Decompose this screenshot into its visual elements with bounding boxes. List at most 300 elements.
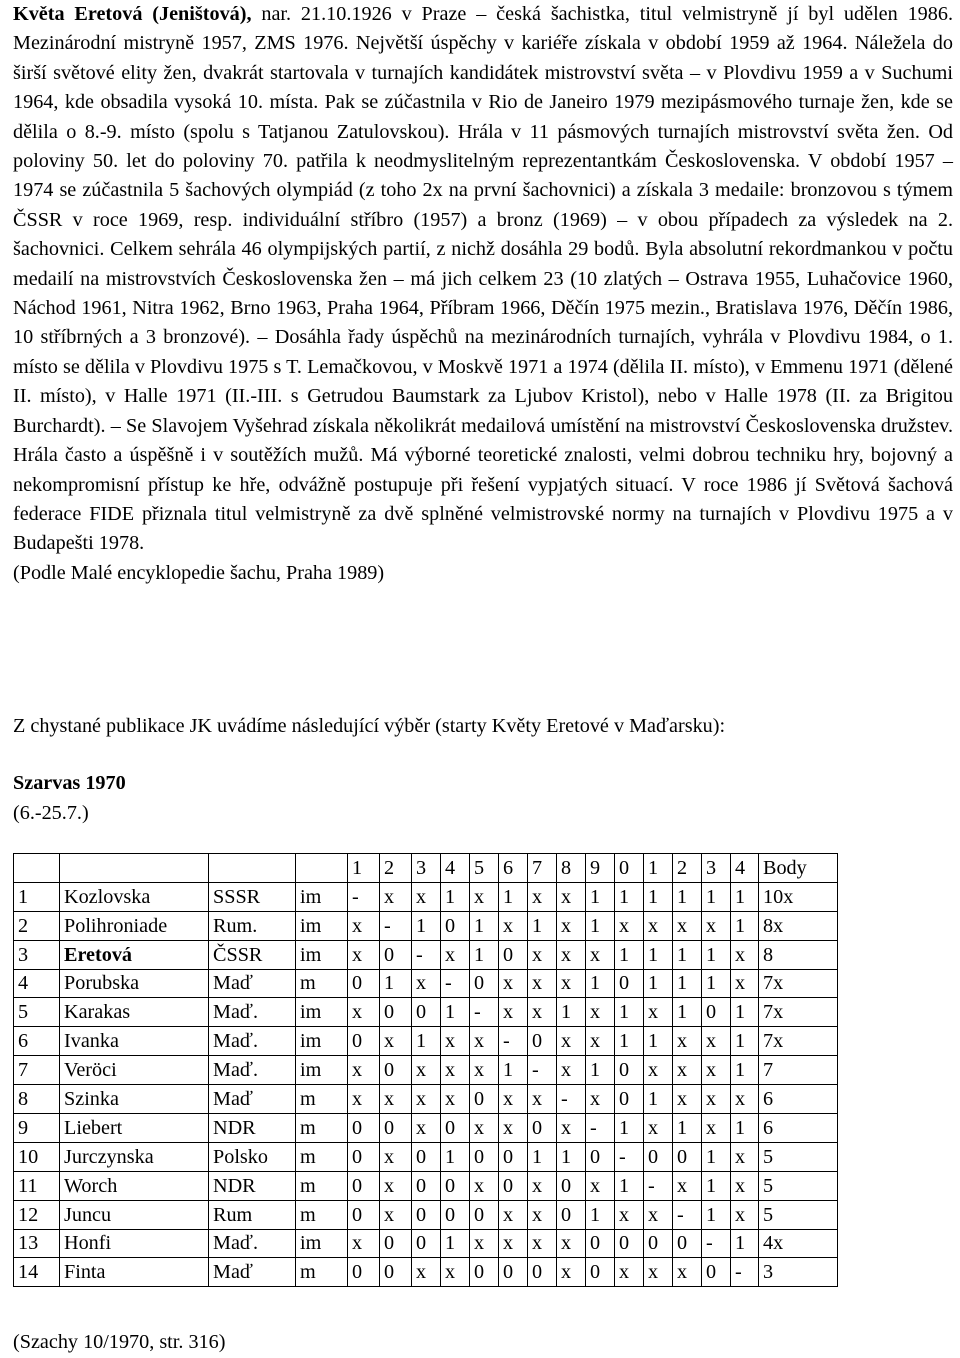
table-cell: - [731,1258,759,1287]
table-cell: - [586,1114,615,1143]
table-cell: 0 [470,1142,499,1171]
player-name: Květa Eretová (Jeništová), [13,3,252,25]
table-cell: m [296,1085,348,1114]
table-row [14,1085,838,1114]
table-cell: x [528,1085,557,1114]
table-cell: 1 [731,1114,759,1143]
table-cell: x [348,940,380,969]
table-cell: 0 [499,940,528,969]
biography-source: (Podle Malé encyklopedie šachu, Praha 1989) [13,561,385,584]
table-cell: - [528,1056,557,1085]
table-cell: 8x [759,911,838,940]
header-cell: 2 [380,854,412,883]
table-cell: x [412,1056,441,1085]
table-cell: x [528,998,557,1027]
table-cell: 0 [557,1200,586,1229]
table-cell: x [380,1171,412,1200]
table-cell: 0 [380,1229,412,1258]
table-cell: - [673,1200,702,1229]
table-cell: 5 [759,1142,838,1171]
table-cell: x [702,1027,731,1056]
table-cell: x [348,1085,380,1114]
table-cell: Jurczynska [60,1142,209,1171]
header-cell: 0 [615,854,644,883]
table-cell: 1 [731,998,759,1027]
table-cell: x [644,1258,673,1287]
table-cell: x [586,940,615,969]
tournament-title: Szarvas 1970 [13,772,126,794]
header-cell [14,854,60,883]
table-cell: 1 [615,1171,644,1200]
table-cell: 0 [586,1258,615,1287]
table-cell: 0 [470,1085,499,1114]
table-cell: x [615,1200,644,1229]
table-cell: im [296,998,348,1027]
table-cell: 0 [615,969,644,998]
header-cell: 1 [348,854,380,883]
table-cell: 1 [702,940,731,969]
header-cell: 4 [731,854,759,883]
table-cell: Porubska [60,969,209,998]
crosstable [13,853,838,1287]
table-cell: 1 [470,911,499,940]
table-cell: im [296,882,348,911]
table-cell: 1 [441,882,470,911]
table-cell: - [557,1085,586,1114]
table-cell: x [731,1200,759,1229]
table-cell: Maď [209,1258,296,1287]
table-cell: x [731,940,759,969]
table-cell: x [412,969,441,998]
table-cell: 0 [412,998,441,1027]
header-cell: 7 [528,854,557,883]
table-cell: 1 [673,882,702,911]
table-cell: 1 [702,1142,731,1171]
table-cell: x [557,1027,586,1056]
header-cell: 3 [412,854,441,883]
table-cell: x [380,882,412,911]
table-cell: Karakas [60,998,209,1027]
table-cell: 7x [759,1027,838,1056]
table-cell: 5 [14,998,60,1027]
table-cell: 1 [557,1142,586,1171]
table-cell: x [441,1027,470,1056]
table-cell: 0 [441,1114,470,1143]
table-cell: x [702,911,731,940]
table-cell: 1 [412,1027,441,1056]
table-cell: 1 [499,882,528,911]
table-cell: 0 [673,1229,702,1258]
table-cell: x [586,1171,615,1200]
table-cell: x [557,911,586,940]
table-cell: 1 [673,998,702,1027]
table-cell: x [441,940,470,969]
table-cell: 1 [731,882,759,911]
table-cell: 0 [586,1142,615,1171]
table-cell: x [499,1200,528,1229]
header-cell: 4 [441,854,470,883]
table-cell: 1 [586,1200,615,1229]
table-cell: 8 [14,1085,60,1114]
table-cell: x [731,1085,759,1114]
table-cell: x [586,998,615,1027]
table-cell: 0 [470,969,499,998]
table-cell: x [644,1114,673,1143]
table-cell: - [615,1142,644,1171]
table-cell: - [702,1229,731,1258]
table-cell: 1 [470,940,499,969]
header-cell: 2 [673,854,702,883]
table-cell: 1 [644,969,673,998]
table-cell: x [441,1258,470,1287]
header-cell: 6 [499,854,528,883]
table-cell: x [441,1056,470,1085]
table-cell: 1 [702,969,731,998]
table-cell: 2 [14,911,60,940]
table-cell: x [702,1114,731,1143]
table-cell: 4x [759,1229,838,1258]
table-cell: x [380,1200,412,1229]
header-cell [296,854,348,883]
table-cell: - [380,911,412,940]
table-cell: 0 [412,1142,441,1171]
header-cell: 3 [702,854,731,883]
table-row [14,1114,838,1143]
table-cell: 0 [499,1171,528,1200]
table-cell: x [528,940,557,969]
table-cell: 0 [441,911,470,940]
table-cell: NDR [209,1114,296,1143]
table-cell: im [296,1056,348,1085]
table-cell: 7x [759,969,838,998]
table-cell: 1 [441,1229,470,1258]
table-cell: 0 [348,1114,380,1143]
table-cell: m [296,1142,348,1171]
table-cell: - [470,998,499,1027]
table-cell: 0 [380,1258,412,1287]
table-cell: Liebert [60,1114,209,1143]
table-cell: x [673,1056,702,1085]
table-cell: 3 [759,1258,838,1287]
table-row [14,998,838,1027]
table-cell: x [412,1114,441,1143]
table-cell: 1 [615,1114,644,1143]
table-cell: 14 [14,1258,60,1287]
table-cell: x [528,1171,557,1200]
table-cell: x [348,911,380,940]
table-cell: 0 [702,998,731,1027]
table-cell: 0 [380,998,412,1027]
table-cell: x [702,1085,731,1114]
table-cell: x [731,1142,759,1171]
table-cell: m [296,969,348,998]
table-cell: 0 [348,1027,380,1056]
table-cell: 1 [586,1056,615,1085]
table-cell: 1 [615,1027,644,1056]
table-cell: 6 [759,1114,838,1143]
table-cell: m [296,1114,348,1143]
table-cell: 1 [702,882,731,911]
table-cell: 1 [14,882,60,911]
table-cell: x [499,1229,528,1258]
table-cell: Maď. [209,1056,296,1085]
table-cell: 1 [441,998,470,1027]
table-cell: x [348,998,380,1027]
table-cell: x [470,1171,499,1200]
table-row [14,940,838,969]
table-cell: Finta [60,1258,209,1287]
table-cell: x [673,1085,702,1114]
table-cell: 1 [615,940,644,969]
table-cell: 0 [615,1056,644,1085]
table-cell: x [470,882,499,911]
table-cell: 0 [644,1142,673,1171]
table-cell: 1 [644,882,673,911]
table-cell: 0 [412,1229,441,1258]
table-cell: x [412,882,441,911]
table-cell: Veröci [60,1056,209,1085]
table-cell: 6 [759,1085,838,1114]
table-cell: Maď. [209,998,296,1027]
table-cell: 1 [412,911,441,940]
table-cell: 0 [348,1258,380,1287]
table-cell: Eretová [60,940,209,969]
intro-text: Z chystané publikace JK uvádíme následující výběr (starty Květy Eretové v Maďarsku): [13,715,726,737]
table-cell: m [296,1258,348,1287]
header-cell [60,854,209,883]
table-cell: 1 [557,998,586,1027]
table-cell: x [499,969,528,998]
table-cell: ČSSR [209,940,296,969]
table-cell: x [380,1142,412,1171]
table-cell: Juncu [60,1200,209,1229]
header-cell: Body [759,854,838,883]
table-cell: x [557,940,586,969]
table-cell: 1 [673,940,702,969]
table-cell: 1 [673,1114,702,1143]
table-cell: x [528,882,557,911]
biography-paragraph [13,0,953,559]
table-cell: 1 [673,969,702,998]
table-cell: x [499,1085,528,1114]
table-cell: x [470,1027,499,1056]
table-cell: 0 [528,1114,557,1143]
table-cell: x [731,1171,759,1200]
table-cell: 0 [348,969,380,998]
table-cell: 1 [731,1027,759,1056]
table-cell: 0 [528,1258,557,1287]
table-cell: 0 [470,1258,499,1287]
header-cell [209,854,296,883]
table-cell: 10 [14,1142,60,1171]
table-cell: Maď [209,969,296,998]
table-cell: - [644,1171,673,1200]
biography-text: nar. 21.10.1926 v Praze – česká šachistka, titul velmistryně jí byl udělen 1986. Mezinárodní mistryně 1957, ZMS 1976. Největší úspěchy v kariéře získala v období 1959 až 1964. Náležela do širší světové elity žen, dvakrát startovala v turnajích kandidátek mistrovství světa – v Plovdivu 1959 a v Suchumi 1964, kde obsadila vysoká 10. místa. Pak se zúčastnila v Rio de Janeiro 1979 mezipásmového turnaje žen, kde se dělila o 8.-9. místo (spolu s Tatjanou Zatulovskou). Hrála v 11 pásmových turnajích mistrovství světa žen. Od poloviny 50. let do poloviny 70. patřila k neodmyslitelným reprezentantkám Československa. V období 1957 – 1974 se zúčastnila 5 šachových olympiád (z toho 2x na první šachovnici) a získala 3 medaile: bronzovou s týmem ČSSR v roce 1969, resp. individuální stříbro (1957) a bronz (1969) – v obou případech za výsledek na 2. šachovnici. Celkem sehrála 46 olympijských partií, z nichž dosáhla 29 bodů. Byla absolutní rekordmankou v počtu medailí na mistrovstvích Československa žen – má jich celkem 23 (10 zlatých – Ostrava 1955, Luhačovice 1960, Náchod 1961, Nitra 1962, Brno 1963, Praha 1964, Příbram 1966, Děčín 1975 mezin., Bratislava 1976, Děčín 1986, 10 stříbrných a 3 bronzové). – Dosáhla řady úspěchů na mezinárodních turnajích, vyhrála v Plovdivu 1984, o 1. místo se dělila v Plovdivu 1975 s T. Lemačkovou, v Moskvě 1971 a 1974 (dělila II. místo), v Emmenu 1971 (dělené II. místo), v Halle 1971 (II.-III. s Getrudou Baumstark za Ljubov Kristol), nebo v Halle 1978 (II. za Brigitou Burchardt). – Se Slavojem Vyšehrad získala několikrát medailová umístění na mistrovství Československa družstev. Hrála často a úspěšně i v soutěžích mužů. Má výborné teoretické znalosti, velmi dobrou techniku hry, bojovný a nekompromisní přístup ke hře, odvážně postupuje při řešení vypjatých situací. V roce 1986 jí Světová šachová federace FIDE přiznala titul velmistryně za dvě splněné velmistrovské normy na turnajích v Plovdivu 1975 a v Budapešti 1978. [13,3,954,555]
table-cell: x [644,998,673,1027]
table-cell: 4 [14,969,60,998]
table-cell: 1 [731,1056,759,1085]
tournament-dates: (6.-25.7.) [13,802,89,824]
table-cell: 0 [615,1085,644,1114]
table-cell: - [412,940,441,969]
table-cell: 12 [14,1200,60,1229]
table-cell: x [557,1056,586,1085]
table-cell: 1 [731,911,759,940]
table-cell: x [731,969,759,998]
table-cell: x [528,1229,557,1258]
table-cell: 1 [441,1142,470,1171]
table-cell: 5 [759,1200,838,1229]
table-row [14,1258,838,1287]
table-row [14,1229,838,1258]
table-cell: x [615,1258,644,1287]
table-cell: 0 [644,1229,673,1258]
table-cell: Rum. [209,911,296,940]
table-cell: 1 [499,1056,528,1085]
table-row [14,1027,838,1056]
table-cell: x [673,1171,702,1200]
header-cell: 1 [644,854,673,883]
table-cell: 6 [14,1027,60,1056]
table-cell: Worch [60,1171,209,1200]
table-cell: x [673,1027,702,1056]
table-cell: 1 [702,1171,731,1200]
header-cell: 5 [470,854,499,883]
table-cell: x [528,1200,557,1229]
table-cell: NDR [209,1171,296,1200]
table-cell: x [499,911,528,940]
table-cell: 1 [380,969,412,998]
table-cell: im [296,911,348,940]
table-cell: 1 [644,1027,673,1056]
table-cell: x [644,911,673,940]
table-cell: 0 [673,1142,702,1171]
table-cell: Honfi [60,1229,209,1258]
document-page [13,0,954,1353]
table-cell: x [673,911,702,940]
table-cell: 3 [14,940,60,969]
table-cell: x [644,1200,673,1229]
table-cell: 1 [702,1200,731,1229]
table-cell: 0 [380,1114,412,1143]
table-cell: 0 [499,1142,528,1171]
table-cell: Rum [209,1200,296,1229]
table-cell: x [470,1114,499,1143]
table-cell: SSSR [209,882,296,911]
table-cell: - [348,882,380,911]
table-cell: x [499,998,528,1027]
table-header-row [14,854,838,883]
table-cell: Maď. [209,1229,296,1258]
table-cell: 0 [380,940,412,969]
table-cell: 10x [759,882,838,911]
table-cell: Maď. [209,1027,296,1056]
table-cell: 7x [759,998,838,1027]
table-cell: 0 [348,1200,380,1229]
table-cell: m [296,1171,348,1200]
table-cell: 8 [759,940,838,969]
table-cell: Polsko [209,1142,296,1171]
table-cell: 1 [644,1085,673,1114]
table-row [14,1171,838,1200]
table-cell: 0 [557,1171,586,1200]
table-cell: 1 [586,911,615,940]
table-cell: 13 [14,1229,60,1258]
table-cell: 9 [14,1114,60,1143]
table-cell: 0 [586,1229,615,1258]
table-cell: - [499,1027,528,1056]
table-cell: 1 [615,998,644,1027]
table-cell: im [296,1229,348,1258]
table-cell: x [470,1056,499,1085]
header-cell: 9 [586,854,615,883]
table-cell: im [296,940,348,969]
table-cell: 1 [528,1142,557,1171]
table-cell: x [615,911,644,940]
table-cell: 0 [441,1200,470,1229]
table-cell: x [528,969,557,998]
table-cell: 0 [499,1258,528,1287]
table-cell: x [441,1085,470,1114]
table-cell: 0 [380,1056,412,1085]
table-cell: Polihroniade [60,911,209,940]
table-cell: x [470,1229,499,1258]
table-cell: 1 [615,882,644,911]
table-cell: Ivanka [60,1027,209,1056]
table-row [14,882,838,911]
table-cell: x [557,1114,586,1143]
table-cell: 1 [586,882,615,911]
table-row [14,1200,838,1229]
table-cell: x [348,1229,380,1258]
table-cell: x [702,1056,731,1085]
table-cell: 7 [14,1056,60,1085]
table-cell: x [673,1258,702,1287]
table-cell: x [412,1085,441,1114]
table-cell: x [412,1258,441,1287]
table-cell: 1 [644,940,673,969]
table-cell: x [380,1085,412,1114]
table-cell: x [348,1056,380,1085]
table-row [14,1056,838,1085]
table-cell: Szinka [60,1085,209,1114]
table-cell: 1 [586,969,615,998]
table-cell: 0 [348,1142,380,1171]
table-cell: 1 [731,1229,759,1258]
table-cell: x [644,1056,673,1085]
table-cell: m [296,1200,348,1229]
table-cell: x [557,1258,586,1287]
table-cell: 0 [470,1200,499,1229]
table-cell: 0 [702,1258,731,1287]
table-cell: Maď [209,1085,296,1114]
table-cell: - [441,969,470,998]
table-cell: Kozlovska [60,882,209,911]
table-row [14,911,838,940]
table-cell: x [499,1114,528,1143]
table-cell: 0 [528,1027,557,1056]
table-cell: 0 [348,1171,380,1200]
table-cell: 5 [759,1171,838,1200]
header-cell: 8 [557,854,586,883]
table-cell: 0 [615,1229,644,1258]
table-cell: 7 [759,1056,838,1085]
table-cell: 0 [441,1171,470,1200]
table-cell: x [557,1229,586,1258]
table-cell: x [586,1085,615,1114]
table-cell: 0 [412,1200,441,1229]
table-cell: 0 [412,1171,441,1200]
